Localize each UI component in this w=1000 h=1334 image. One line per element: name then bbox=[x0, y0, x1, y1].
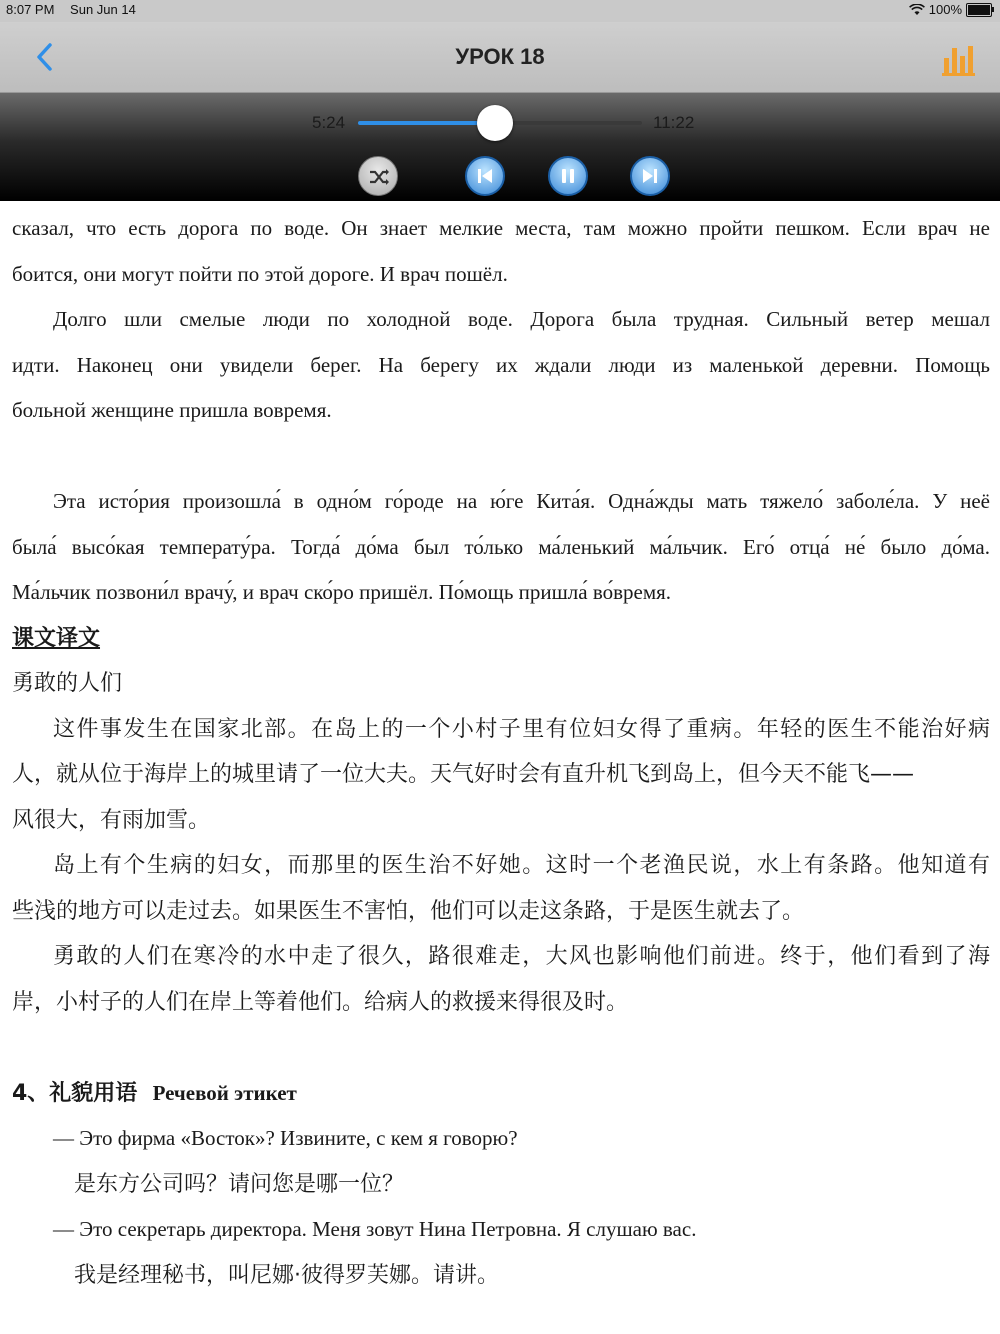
status-right bbox=[909, 2, 992, 17]
translation-title: 勇敢的人们 bbox=[12, 671, 123, 696]
etiquette-heading bbox=[12, 1071, 990, 1117]
navigation-bar bbox=[0, 22, 1000, 93]
text-line: 人，就从位于海岸上的城里请了一位大夫。天气好时会有直升机飞到岛上，但今天不能飞—— bbox=[12, 762, 915, 787]
text-line: идти. Наконец они увидели берег. На берегу их ждали люди из маленькой деревни. Помощь bbox=[12, 352, 990, 377]
section-heading: 课文译文 bbox=[12, 625, 101, 651]
battery-percent: 100% bbox=[928, 2, 962, 17]
next-icon bbox=[632, 158, 668, 194]
previous-button[interactable] bbox=[465, 156, 505, 196]
dialog-line-cn: 是东方公司吗？请问您是哪一位？ bbox=[74, 1171, 405, 1197]
dialog-line-ru: — Это секретарь директора. Меня зовут Нина Петровна. Я слушаю вас. bbox=[53, 1217, 697, 1241]
bar-chart-icon bbox=[942, 44, 976, 76]
etiquette-heading-ru: Речевой этикет bbox=[152, 1080, 297, 1105]
status-date: Sun Jun 14 bbox=[70, 2, 136, 17]
wifi-icon bbox=[909, 4, 925, 16]
page-title: УРОК 18 bbox=[455, 44, 545, 69]
text-line: сказал, что есть дорога по воде. Он знает мелкие места, там можно пройти пешком. Если врач не bbox=[12, 216, 990, 240]
text-line: 些浅的地方可以走过去。如果医生不害怕，他们可以走这条路，于是医生就去了。 bbox=[12, 898, 805, 924]
pause-icon bbox=[550, 158, 586, 194]
shuffle-icon bbox=[359, 157, 399, 197]
dialog-line-cn: 我是经理秘书，叫尼娜·彼得罗芙娜。请讲。 bbox=[74, 1262, 499, 1288]
text-line: 勇敢的人们在寒冷的水中走了很久，路很难走，大风也影响他们前进。终于，他们看到了海 bbox=[53, 944, 990, 969]
text-line: 这件事发生在国家北部。在岛上的一个小村子里有位妇女得了重病。年轻的医生不能治好病 bbox=[53, 716, 990, 742]
status-time: 8:07 PM bbox=[6, 2, 55, 17]
status-time-date bbox=[6, 2, 148, 17]
status-bar bbox=[0, 0, 1000, 22]
text-line: 岸，小村子的人们在岸上等着他们。给病人的救援来得很及时。 bbox=[12, 989, 629, 1015]
dialog-line-ru: — Это фирма «Восток»? Извините, с кем я говорю? bbox=[53, 1126, 518, 1150]
progress-thumb[interactable] bbox=[477, 105, 513, 141]
next-button[interactable] bbox=[630, 156, 670, 196]
etiquette-heading-cn: 4、礼貌用语 bbox=[12, 1080, 138, 1106]
shuffle-button[interactable] bbox=[358, 156, 398, 196]
total-time: 11:22 bbox=[653, 113, 695, 132]
text-line: больной женщине пришла вовремя. bbox=[12, 398, 332, 422]
text-line: 风很大，有雨加雪。 bbox=[12, 807, 211, 833]
previous-icon bbox=[467, 158, 503, 194]
elapsed-time: 5:24 bbox=[312, 113, 346, 132]
bar-chart-button[interactable] bbox=[942, 44, 976, 76]
lesson-text bbox=[12, 206, 990, 1334]
text-line: Эта исто́рия произошла́ в одно́м го́роде на ю́ге Кита́я. Одна́жды мать тяжело́ заболе́ла. У неё bbox=[53, 489, 990, 513]
pause-button[interactable] bbox=[548, 156, 588, 196]
audio-player bbox=[0, 93, 1000, 201]
text-line: была́ высо́кая температу́ра. Тогда́ до́ма был то́лько ма́ленький ма́льчик. Его́ отца́ не́ было до́ма. bbox=[12, 534, 990, 559]
text-line: Долго шли смелые люди по холодной воде. Дорога была трудная. Сильный ветер мешал bbox=[53, 307, 990, 331]
progress-slider[interactable] bbox=[358, 121, 642, 125]
battery-icon bbox=[966, 3, 992, 17]
text-line: боится, они могут пойти по этой дороге. И врач пошёл. bbox=[12, 261, 508, 286]
progress-fill bbox=[358, 121, 493, 125]
text-line: Ма́льчик позвони́л врачу́, и врач ско́ро пришёл. По́мощь пришла́ во́время. bbox=[12, 580, 672, 604]
text-line: 岛上有个生病的妇女，而那里的医生治不好她。这时一个老渔民说，水上有条路。他知道有 bbox=[53, 853, 990, 878]
